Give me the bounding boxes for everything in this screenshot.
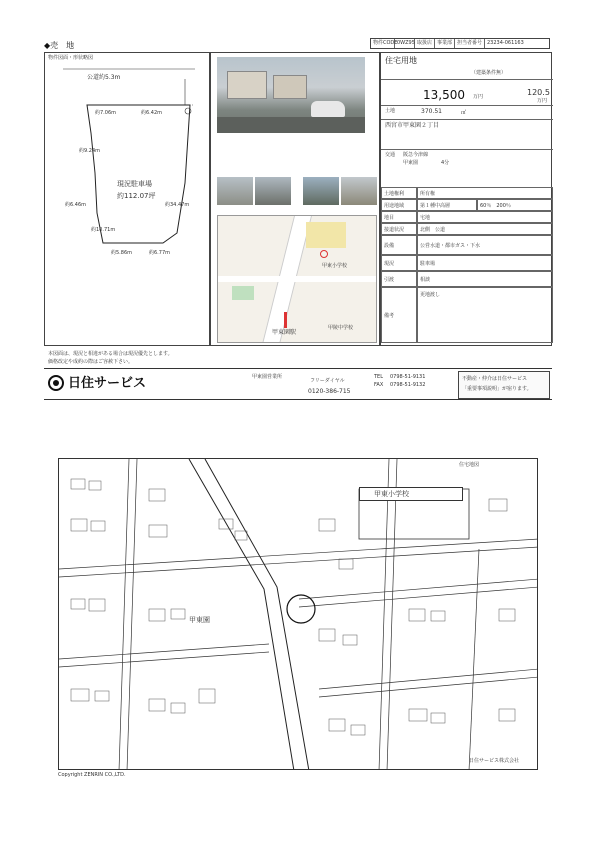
detail-label-4: 接道状況 — [381, 223, 417, 235]
top-sheet — [44, 36, 552, 400]
detail-label-8: 備考 — [381, 287, 417, 343]
fax-number: 0798-51-9132 — [390, 382, 426, 388]
price-unit: 万円 — [473, 94, 484, 100]
transport-line: 阪急今津線 — [403, 152, 429, 158]
big-map-bottom-right: 日住サービス株式会社 — [469, 758, 520, 764]
detail-value-4: 北側 公道 — [417, 223, 553, 235]
station: 甲東園 — [403, 160, 419, 166]
free-number: 0120-386-715 — [308, 388, 351, 395]
plan-label: 物件図面・形状略図 — [48, 55, 94, 61]
code-cell-0: 物件CODE — [373, 40, 398, 46]
code-cell-3: 事業部 — [435, 39, 455, 48]
company-branch: 甲東園営業所 — [252, 374, 283, 380]
detail-label-6: 現況 — [381, 255, 417, 271]
free-label: フリーダイヤル — [310, 378, 345, 384]
area-tsubo: 約112.07坪 — [117, 192, 156, 200]
fax-label: FAX — [374, 382, 384, 388]
listing-type: 住宅用地 — [385, 56, 417, 65]
company-logo-mark — [48, 375, 64, 391]
plan-drawing — [45, 53, 211, 347]
detail-value-8: 更地渡し — [417, 287, 553, 343]
dim-1: 約6.42m — [141, 110, 163, 116]
road-label: 公道約5.3m — [87, 74, 121, 81]
dim-6: 約5.86m — [111, 250, 133, 256]
section-title: ◆売 地 — [44, 41, 75, 50]
walk: 4分 — [441, 160, 450, 166]
detail-label-5: 設備 — [381, 235, 417, 255]
big-map-drawing — [59, 459, 538, 770]
detail-value-0: 所有権 — [417, 187, 553, 199]
detail-label-1: 用途地域 — [381, 199, 417, 211]
area-unit: ㎡ — [461, 110, 467, 116]
tel-number: 0798-51-9131 — [390, 374, 426, 380]
detail-label-3: 地目 — [381, 211, 417, 223]
listing-condition: （建築条件無） — [471, 70, 507, 76]
big-map-copyright: Copyright ZENRIN CO.,LTD. — [58, 772, 126, 778]
company-logo: 日住サービス — [68, 376, 147, 391]
thumb-photo-4 — [341, 177, 377, 205]
detail-value-1: 第１種中高層 — [417, 199, 477, 211]
detail-value-7: 相談 — [417, 271, 553, 287]
transport-label: 交通 — [385, 152, 396, 158]
big-map — [58, 458, 538, 770]
code-cell-1: 0WZ95 — [397, 40, 415, 46]
detail-value-2: 60％ 200％ — [477, 199, 553, 211]
detail-label-0: 土地権利 — [381, 187, 417, 199]
detail-value-5: 公営水道・都市ガス・下水 — [417, 235, 553, 255]
company-band — [44, 368, 552, 400]
detail-value-6: 駐車場 — [417, 255, 553, 271]
thumb-photo-2 — [255, 177, 291, 205]
code-box — [370, 38, 550, 49]
detail-label-7: 引渡 — [381, 271, 417, 287]
detail-value-3: 宅地 — [417, 211, 553, 223]
dim-0: 約7.06m — [95, 110, 117, 116]
big-map-school: 甲東小学校 — [374, 490, 409, 498]
map-school: 甲東小学校 — [322, 263, 348, 269]
current-use: 現況駐車場 — [117, 180, 152, 188]
big-map-station: 甲東園 — [189, 616, 210, 624]
thumb-photo-3 — [303, 177, 339, 205]
price: 13,500 — [423, 88, 465, 102]
area-label: 土地 — [385, 108, 396, 114]
promo-box — [458, 371, 550, 399]
area-map — [217, 215, 377, 343]
tsubo-unit: 万円 — [537, 98, 548, 104]
map-station: 甲東園駅 — [272, 329, 297, 336]
promo-line2: 「重要事項説明」が宿ります。 — [462, 386, 532, 392]
dim-5: 約10.71m — [91, 227, 116, 233]
area-value: 370.51 — [421, 108, 442, 115]
code-cell-5: 23234-061163 — [487, 40, 524, 46]
map-junior: 甲陵中学校 — [328, 325, 354, 331]
tsubo-price: 120.5 — [527, 88, 550, 97]
plan-panel — [44, 52, 210, 346]
promo-line1: 不動産・仲介は日住サービス — [462, 376, 528, 382]
main-photo — [217, 57, 365, 133]
address: 西宮市甲東園２丁目 — [385, 122, 440, 129]
details-panel — [380, 52, 552, 346]
code-cell-4: 担当者番号 — [455, 39, 485, 48]
dim-3: 約6.46m — [65, 202, 87, 208]
dim-2: 約9.24m — [79, 148, 101, 154]
big-map-label: 住宅地図 — [459, 462, 480, 468]
map-school-label-box — [359, 487, 463, 501]
code-cell-2: 取扱店 — [415, 39, 435, 48]
thumb-photo-1 — [217, 177, 253, 205]
notice-0: 本図面は、現況と相違がある場合は現況優先とします。 — [48, 351, 173, 357]
dim-4: 約34.47m — [165, 202, 190, 208]
notice-1: 価格改定や成約の際はご容赦下さい。 — [48, 359, 134, 365]
tel-label: TEL — [374, 374, 383, 380]
media-panel — [210, 52, 380, 346]
dim-7: 約6.77m — [149, 250, 171, 256]
